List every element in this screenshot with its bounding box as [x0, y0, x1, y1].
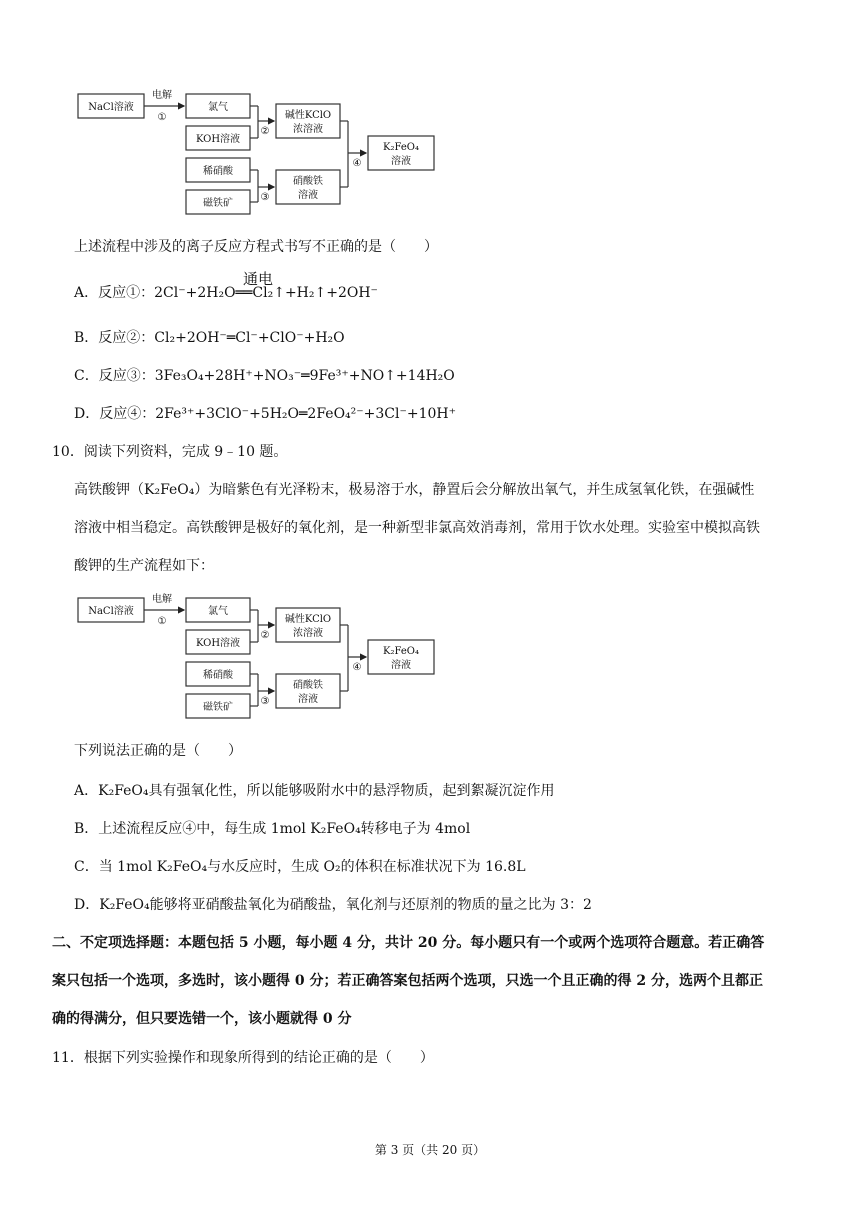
node-kclo-line1: 碱性KClO [284, 110, 332, 121]
node-kclo-line1-2: 碱性KClO [284, 614, 332, 625]
q9-option-a-equation: 2Cl⁻+2H₂O══Cl₂↑+H₂↑+2OH⁻ [154, 285, 378, 301]
q9-option-c-letter: C． [74, 368, 99, 384]
q10-option-d [74, 896, 592, 914]
label-step4-2: ④ [352, 662, 362, 673]
q9-option-d-prefix: 反应④： [99, 406, 156, 422]
node-nacl-2: NaCl溶液 [88, 606, 134, 617]
q9-option-a-prefix: 反应①： [98, 285, 155, 301]
label-step4: ④ [352, 158, 362, 169]
node-feno3-line1: 硝酸铁 [293, 176, 323, 187]
q9-option-b-letter: B． [74, 330, 99, 346]
q10-option-c [74, 858, 526, 876]
q10-heading: 10．阅读下列资料，完成 9﹣10 题。 [52, 444, 288, 460]
q10-option-d-text: K₂FeO₄能够将亚硝酸盐氧化为硝酸盐，氧化剂与还原剂的物质的量之比为 3：2 [99, 897, 592, 913]
q9-option-c-prefix: 反应③： [98, 368, 155, 384]
node-product-line1: K₂FeO₄ [383, 142, 419, 153]
q9-option-a-condition: 通电 [243, 270, 274, 288]
node-feno3-line2-2: 溶液 [298, 694, 318, 705]
label-step2: ② [260, 126, 270, 137]
node-magnetite: 磁铁矿 [203, 198, 233, 209]
label-step3-2: ③ [260, 696, 270, 707]
node-koh-2: KOH溶液 [195, 638, 241, 649]
node-cl2-2: 氯气 [208, 606, 228, 617]
node-nacl: NaCl溶液 [88, 102, 134, 113]
node-product-line1-2: K₂FeO₄ [383, 646, 419, 657]
q9-option-d-letter: D． [74, 406, 100, 422]
q10-option-a-text: K₂FeO₄具有强氧化性，所以能够吸附水中的悬浮物质，起到絮凝沉淀作用 [98, 783, 555, 799]
section2-line1: 二、不定项选择题：本题包括 5 小题，每小题 4 分，共计 20 分。每小题只有一个或两个选项符合题意。若正确答 [52, 935, 765, 951]
node-kclo-line2-2: 浓溶液 [293, 628, 323, 639]
page-footer: 第 3 页（共 20 页） [374, 1143, 486, 1157]
label-step1: ① [157, 112, 167, 123]
q10-para-line2: 溶液中相当稳定。高铁酸钾是极好的氧化剂，是一种新型非氯高效消毒剂，常用于饮水处理。实验室中模拟高铁 [74, 520, 760, 536]
q9-option-b-prefix: 反应②： [98, 330, 155, 346]
node-koh: KOH溶液 [195, 134, 241, 145]
node-hno3-2: 稀硝酸 [203, 670, 233, 681]
q10-option-c-letter: C． [74, 859, 99, 875]
node-product-line2-2: 溶液 [391, 660, 411, 671]
q10-option-b-text: 上述流程反应④中，每生成 1mol K₂FeO₄转移电子为 4mol [98, 821, 471, 837]
q9-option-c-equation: 3Fe₃O₄+28H⁺+NO₃⁻═9Fe³⁺+NO↑+14H₂O [154, 368, 455, 384]
q11-stem: 11．根据下列实验操作和现象所得到的结论正确的是（ ） [52, 1050, 434, 1066]
label-electrolysis-2: 电解 [152, 594, 172, 605]
node-product-line2: 溶液 [391, 156, 411, 167]
q10-option-a-letter: A． [74, 783, 99, 799]
node-feno3-line2: 溶液 [298, 190, 318, 201]
q9-option-d-equation: 2Fe³⁺+3ClO⁻+5H₂O═2FeO₄²⁻+3Cl⁻+10H⁺ [155, 406, 457, 422]
flow-diagram-1 [76, 84, 456, 216]
q9-option-a [74, 284, 378, 302]
label-step3: ③ [260, 192, 270, 203]
q10-option-d-letter: D． [74, 897, 100, 913]
node-hno3: 稀硝酸 [203, 166, 233, 177]
q10-option-b [74, 820, 470, 838]
q9-option-a-letter: A． [74, 285, 99, 301]
q9-option-c [74, 367, 455, 385]
node-magnetite-2: 磁铁矿 [203, 702, 233, 713]
flow-diagram-2 [76, 588, 456, 720]
q10-stem: 下列说法正确的是（ ） [74, 743, 242, 759]
q10-option-c-text: 当 1mol K₂FeO₄与水反应时，生成 O₂的体积在标准状况下为 16.8L [98, 859, 526, 875]
node-kclo-line2: 浓溶液 [293, 124, 323, 135]
q9-option-b [74, 329, 345, 347]
q10-para-line3: 酸钾的生产流程如下： [74, 558, 214, 574]
node-cl2: 氯气 [208, 102, 228, 113]
label-step1-2: ① [157, 616, 167, 627]
label-electrolysis: 电解 [152, 90, 172, 101]
section2-line2: 案只包括一个选项，多选时，该小题得 0 分；若正确答案包括两个选项，只选一个且正确的得 2 分，选两个且都正 [52, 973, 763, 989]
label-step2-2: ② [260, 630, 270, 641]
section2-line3: 确的得满分，但只要选错一个，该小题就得 0 分 [52, 1011, 352, 1027]
q10-option-b-letter: B． [74, 821, 99, 837]
q10-option-a [74, 782, 555, 800]
q9-option-b-equation: Cl₂+2OH⁻═Cl⁻+ClO⁻+H₂O [154, 330, 345, 346]
q9-option-d [74, 405, 456, 423]
q9-stem: 上述流程中涉及的离子反应方程式书写不正确的是（ ） [74, 239, 438, 255]
node-feno3-line1-2: 硝酸铁 [293, 680, 323, 691]
q10-para-line1: 高铁酸钾（K₂FeO₄）为暗紫色有光泽粉末，极易溶于水，静置后会分解放出氧气，并生成氢氧化铁，在强碱性 [74, 482, 755, 498]
